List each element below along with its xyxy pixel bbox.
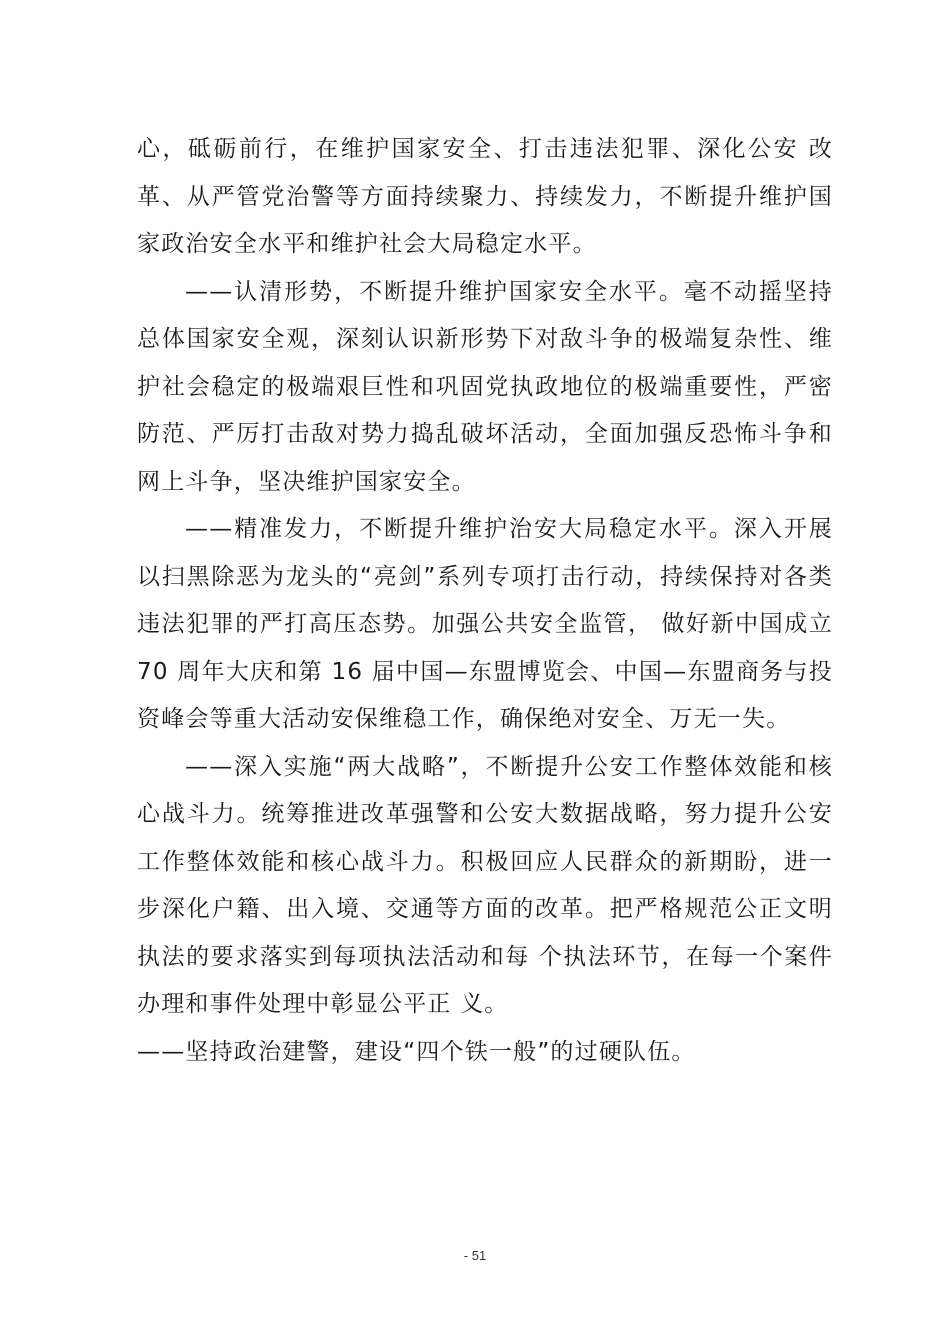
paragraph-political-police: ——坚持政治建警，建设“四个铁一般”的过硬队伍。 bbox=[137, 1038, 696, 1065]
body-text bbox=[137, 126, 833, 1076]
paragraph-two-strategies: ——深入实施“两大战略”，不断提升公安工作整体效能和核心战斗力。统筹推进改革强警和公安大数据战略，努力提升公安工作整体效能和核心战斗力。积极回应人民群众的新期盼，进一步深化户籍、出入境、交通等方面的改革。把严格规范公正文明执法的要求落实到每项执法活动和每 个执法环节，在每一个案件办理和事件处理中彰显公平正 义。 bbox=[137, 753, 833, 1017]
paragraph-continuation: 心，砥砺前行，在维护国家安全、打击违法犯罪、深化公安 改革、从严管党治警等方面持续聚力、持续发力，不断提升维护国家政治安全水平和维护社会大局稳定水平。 bbox=[137, 136, 833, 257]
paragraph-public-order: ——精准发力，不断提升维护治安大局稳定水平。深入开展以扫黑除恶为龙头的“亮剑”系列专项打击行动，持续保持对各类违法犯罪的严打高压态势。加强公共安全监管， 做好新中国成立 70 周年大庆和第 16 届中国—东盟博览会、中国—东盟商务与投资峰会等重大活动安保维稳工作，确保绝对安全、万无一失。 bbox=[137, 516, 833, 732]
paragraph-national-security: ——认清形势，不断提升维护国家安全水平。毫不动摇坚持总体国家安全观，深刻认识新形势下对敌斗争的极端复杂性、维护社会稳定的极端艰巨性和巩固党执政地位的极端重要性，严密防范、严厉打击敌对势力捣乱破坏活动，全面加强反恐怖斗争和网上斗争，坚决维护国家安全。 bbox=[137, 278, 833, 495]
page-number: - 51 bbox=[463, 1248, 487, 1263]
